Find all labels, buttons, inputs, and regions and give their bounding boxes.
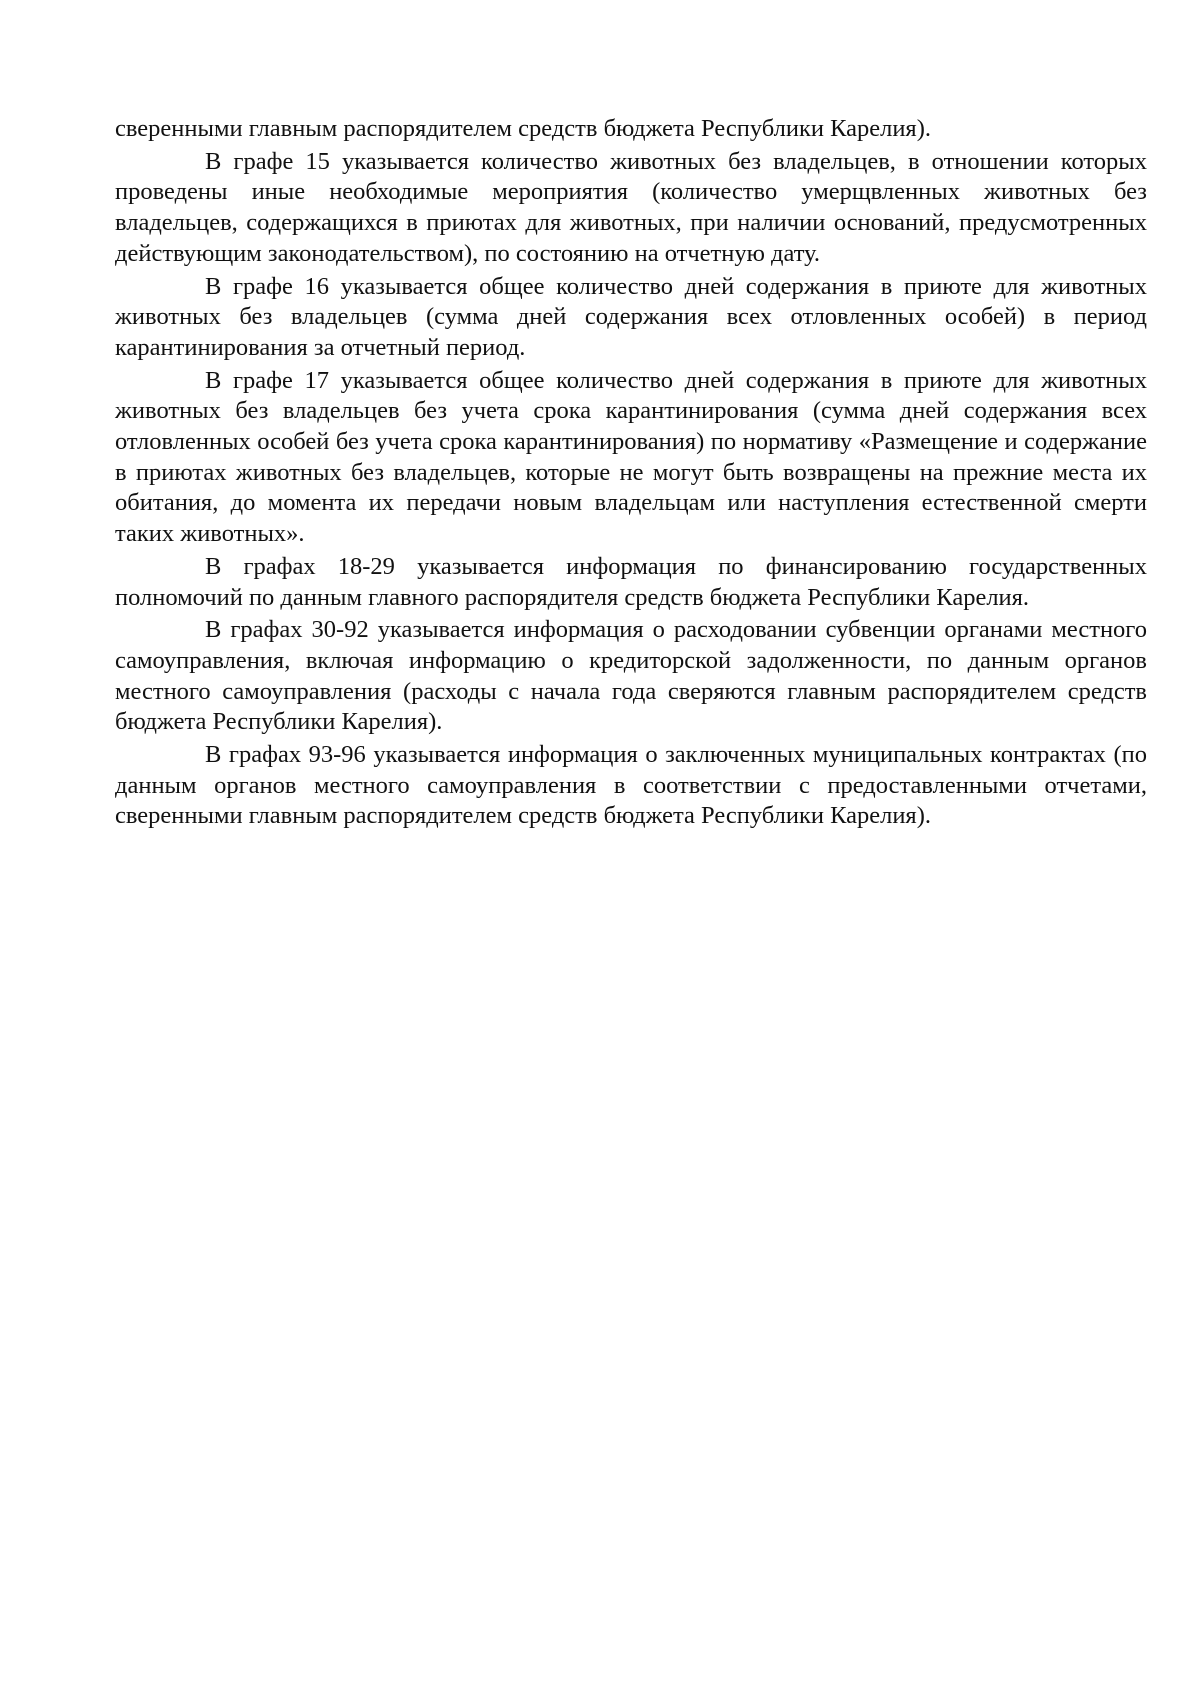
paragraph-grafa-17: В графе 17 указывается общее количество дней содержания в приюте для животных животных без владельцев без учета срока карантинирования (сумма дней содержания всех отловленных особей без учета срока карантинирования) по нормативу «Размещение и содержание в приютах животных без владельцев, которые не могут быть возвращены на прежние места их обитания, до момента их передачи новым владельцам или наступления естественной смерти таких животных». [115,366,1147,548]
paragraph-grafa-15: В графе 15 указывается количество животных без владельцев, в отношении которых проведены иные необходимые мероприятия (количество умерщвленных животных без владельцев, содержащихся в приютах для животных, при наличии оснований, предусмотренных действующим законодательством), по состоянию на отчетную дату. [115,147,1147,267]
paragraph-continuation: сверенными главным распорядителем средств бюджета Республики Карелия). [115,115,931,142]
paragraph-grafy-18-29: В графах 18-29 указывается информация по финансированию государственных полномочий по данным главного распорядителя средств бюджета Республики Карелия. [115,552,1147,611]
document-page [115,114,1147,834]
paragraph-grafy-30-92: В графах 30-92 указывается информация о расходовании субвенции органами местного самоуправления, включая информацию о кредиторской задолженности, по данным органов местного самоуправления (расходы с начала года сверяются главным распорядителем средств бюджета Республики Карелия). [115,616,1147,736]
paragraph-grafy-93-96: В графах 93-96 указывается информация о заключенных муниципальных контрактах (по данным органов местного самоуправления в соответствии с предоставленными отчетами, сверенными главным распорядителем средств бюджета Республики Карелия). [115,741,1147,830]
paragraph-grafa-16: В графе 16 указывается общее количество дней содержания в приюте для животных животных без владельцев (сумма дней содержания всех отловленных особей) в период карантинирования за отчетный период. [115,272,1147,361]
